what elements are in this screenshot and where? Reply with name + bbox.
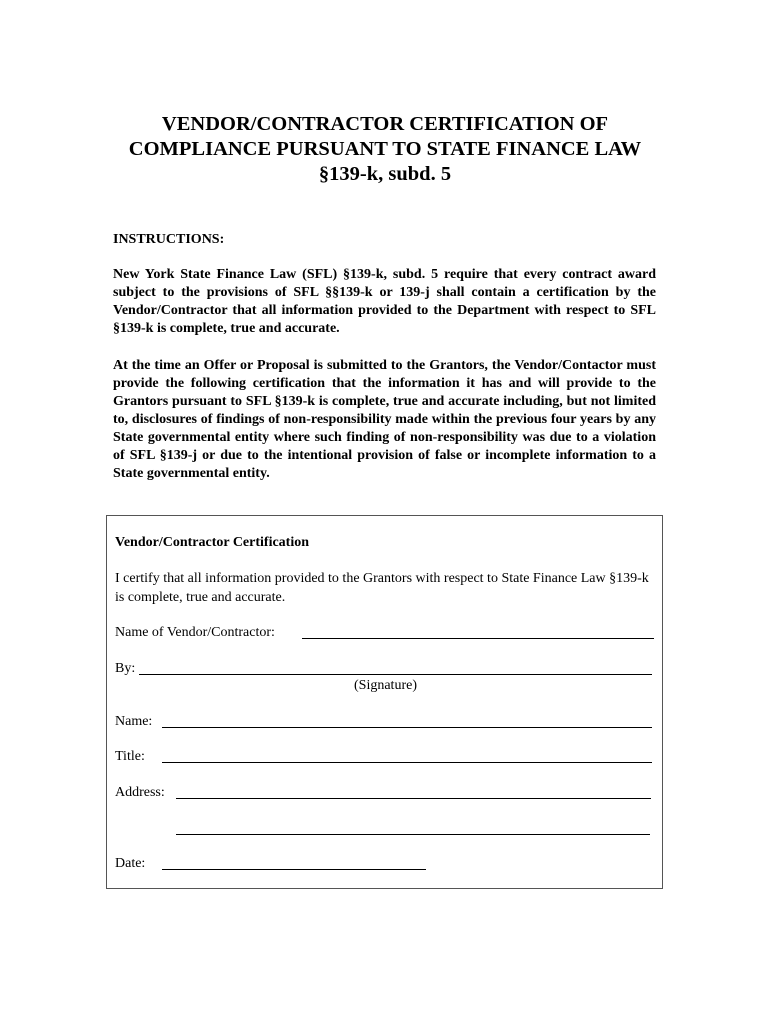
signature-field[interactable] [139, 674, 652, 675]
name-label: Name: [115, 714, 153, 729]
title-label: Title: [115, 749, 145, 764]
address-field-line-2[interactable] [176, 834, 650, 835]
certification-box [106, 515, 663, 889]
signature-caption: (Signature) [354, 678, 417, 693]
name-field[interactable] [162, 727, 652, 728]
address-label: Address: [115, 785, 165, 800]
title-line-3: §139-k, subd. 5 [318, 163, 452, 185]
certification-title: Vendor/Contractor Certification [115, 535, 310, 550]
date-label: Date: [115, 856, 146, 871]
title-line-2: COMPLIANCE PURSUANT TO STATE FINANCE LAW [128, 138, 642, 160]
instructions-heading: INSTRUCTIONS: [113, 232, 225, 247]
instructions-paragraph-1: New York State Finance Law (SFL) §139-k, subd. 5 require that every contract award subject to the provisions of SFL §§139-k or 139-j shall contain a certification by the Vendor/Contractor that all information provided to the Department with respect to SFL §139-k is complete, true and accurate. [113, 267, 656, 336]
by-label: By: [115, 661, 136, 676]
certification-statement: I certify that all information provided to the Grantors with respect to State Finance Law §139-k is complete, true and accurate. [115, 571, 649, 605]
document-title [0, 112, 770, 187]
title-line-1: VENDOR/CONTRACTOR CERTIFICATION OF [161, 113, 609, 135]
instructions-paragraph-2: At the time an Offer or Proposal is submitted to the Grantors, the Vendor/Contactor must provide the following certification that the information it has and will provide to the Grantors pursuant to SFL §139-k is complete, true and accurate including, but not limited to, disclosures of findings of non-responsibility made within the previous four years by any State governmental entity where such finding of non-responsibility was due to a violation of SFL §139-j or due to the intentional provision of false or incomplete information to a State governmental entity. [113, 358, 656, 481]
date-field[interactable] [162, 869, 426, 870]
title-field[interactable] [162, 762, 652, 763]
vendor-name-field[interactable] [302, 638, 654, 639]
vendor-name-label: Name of Vendor/Contractor: [115, 625, 275, 640]
address-field-line-1[interactable] [176, 798, 651, 799]
